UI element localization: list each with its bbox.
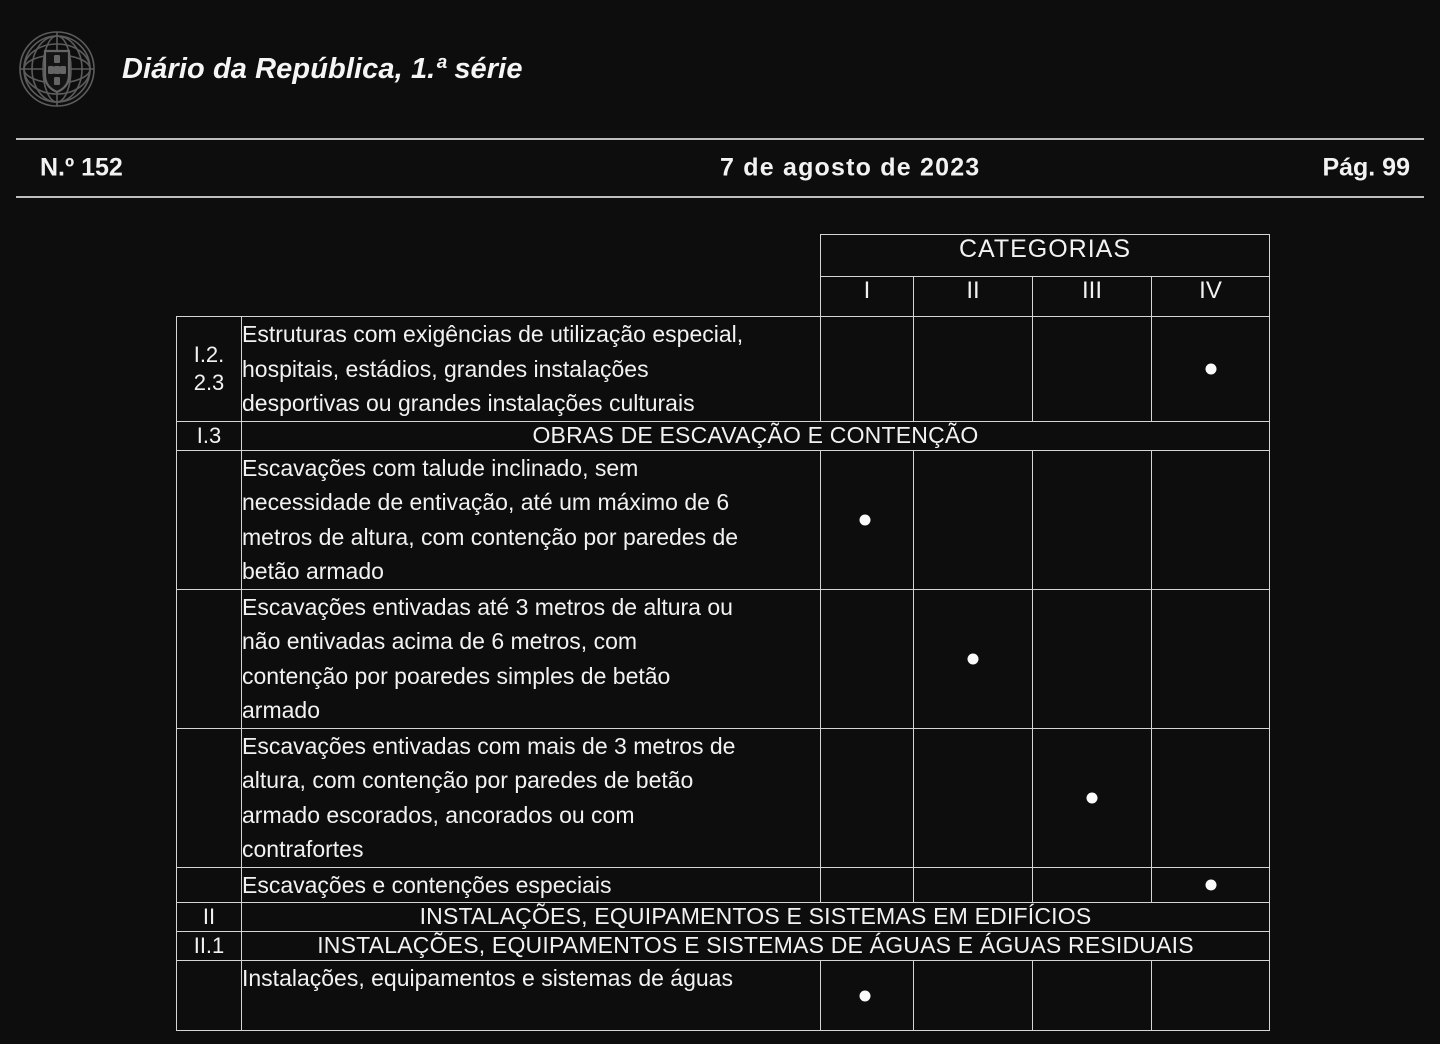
- row-code-line: I.2.: [193, 341, 225, 367]
- category-cell-3: [1033, 728, 1152, 867]
- category-cell-2: [914, 317, 1033, 422]
- row-description-line: Escavações com talude inclinado, sem: [242, 454, 639, 481]
- category-cell-4: [1152, 961, 1270, 1031]
- category-mark-dot: [1205, 879, 1216, 890]
- category-cell-4: [1152, 867, 1270, 903]
- row-description-line: não entivadas acima de 6 metros, com: [242, 628, 638, 654]
- section-code: I.3: [177, 421, 242, 450]
- table-section-row: [177, 421, 1270, 450]
- category-mark-dot: [860, 514, 871, 525]
- category-cell-2: [914, 589, 1033, 728]
- category-cell-3: [1033, 317, 1152, 422]
- column-header-category-2: II: [914, 277, 1033, 317]
- row-code: [177, 589, 242, 728]
- table-row: [177, 450, 1270, 589]
- classification-table-wrap: [176, 234, 1269, 1031]
- table-section-row: [177, 903, 1270, 932]
- issue-number: N.º 152: [40, 153, 123, 182]
- row-description-line: Estruturas com exigências de utilização especial,: [242, 321, 744, 347]
- row-description-line: hospitais, estádios, grandes instalações: [242, 355, 649, 382]
- table-row: [177, 961, 1270, 1031]
- row-description-line: armado escorados, ancorados ou com: [242, 801, 635, 828]
- category-cell-4: [1152, 728, 1270, 867]
- category-mark-dot: [1087, 792, 1098, 803]
- category-mark-dot: [968, 653, 979, 664]
- row-description-line: contenção por poaredes simples de betão: [242, 662, 671, 689]
- row-description: [242, 961, 821, 1031]
- category-cell-3: [1033, 867, 1152, 903]
- row-code: [177, 867, 242, 903]
- category-cell-3: [1033, 589, 1152, 728]
- roman-spacer-desc: [242, 277, 821, 317]
- category-cell-1: [821, 728, 914, 867]
- category-cell-4: [1152, 450, 1270, 589]
- row-code: [177, 317, 242, 422]
- row-description-line: Escavações e contenções especiais: [242, 871, 612, 898]
- section-title: INSTALAÇÕES, EQUIPAMENTOS E SISTEMAS EM EDIFÍCIOS: [242, 903, 1270, 932]
- row-description-line: desportivas ou grandes instalações culturais: [242, 390, 695, 416]
- header-spacer-desc: [242, 235, 821, 277]
- section-title: INSTALAÇÕES, EQUIPAMENTOS E SISTEMAS DE ÁGUAS E ÁGUAS RESIDUAIS: [242, 932, 1270, 961]
- row-description-line: altura, com contenção por paredes de betão: [242, 767, 694, 793]
- issue-date: 7 de agosto de 2023: [720, 153, 981, 182]
- row-description-line: metros de altura, com contenção por paredes de: [242, 523, 739, 550]
- column-header-category-3: III: [1033, 277, 1152, 317]
- row-description-line: contrafortes: [242, 836, 364, 862]
- row-description-line: Instalações, equipamentos e sistemas de águas: [242, 965, 733, 991]
- row-description-line: betão armado: [242, 558, 384, 584]
- table-row: [177, 589, 1270, 728]
- table-row: [177, 317, 1270, 422]
- row-description: [242, 317, 821, 422]
- classification-table: [176, 234, 1270, 1031]
- row-description: [242, 867, 821, 903]
- category-cell-1: [821, 589, 914, 728]
- section-code: II: [177, 903, 242, 932]
- category-cell-2: [914, 961, 1033, 1031]
- table-header-row-categories: [177, 235, 1270, 277]
- table-row: [177, 867, 1270, 903]
- roman-spacer-code: [177, 277, 242, 317]
- category-cell-1: [821, 317, 914, 422]
- row-code: [177, 961, 242, 1031]
- category-mark-dot: [1205, 363, 1216, 374]
- category-cell-4: [1152, 589, 1270, 728]
- table-section-row: [177, 932, 1270, 961]
- column-header-category-4: IV: [1152, 277, 1270, 317]
- row-description-line: necessidade de entivação, até um máximo de 6: [242, 489, 730, 515]
- categories-header: CATEGORIAS: [821, 235, 1270, 277]
- row-code: [177, 728, 242, 867]
- row-code-line: 2.3: [193, 369, 225, 395]
- category-mark-dot: [860, 990, 871, 1001]
- portuguese-coat-of-arms-icon: [18, 30, 96, 108]
- column-header-category-1: I: [821, 277, 914, 317]
- category-cell-2: [914, 728, 1033, 867]
- category-cell-3: [1033, 961, 1152, 1031]
- table-row: [177, 728, 1270, 867]
- row-code: [177, 450, 242, 589]
- row-description: [242, 450, 821, 589]
- row-description: [242, 728, 821, 867]
- row-description-line: armado: [242, 697, 320, 723]
- section-code: II.1: [177, 932, 242, 961]
- category-cell-3: [1033, 450, 1152, 589]
- category-cell-2: [914, 450, 1033, 589]
- table-header-row-roman: [177, 277, 1270, 317]
- page-number: Pág. 99: [1322, 153, 1410, 182]
- category-cell-1: [821, 450, 914, 589]
- category-cell-1: [821, 867, 914, 903]
- header-rule-bottom: [16, 196, 1424, 198]
- masthead: [0, 0, 1440, 138]
- row-description-line: Escavações entivadas até 3 metros de altura ou: [242, 593, 733, 620]
- header-spacer-code: [177, 235, 242, 277]
- category-cell-2: [914, 867, 1033, 903]
- issue-infobar: [16, 140, 1424, 196]
- row-description-line: Escavações entivadas com mais de 3 metros de: [242, 732, 736, 759]
- section-title: OBRAS DE ESCAVAÇÃO E CONTENÇÃO: [242, 421, 1270, 450]
- row-description: [242, 589, 821, 728]
- publication-title: Diário da República, 1.ª série: [122, 52, 523, 85]
- category-cell-4: [1152, 317, 1270, 422]
- category-cell-1: [821, 961, 914, 1031]
